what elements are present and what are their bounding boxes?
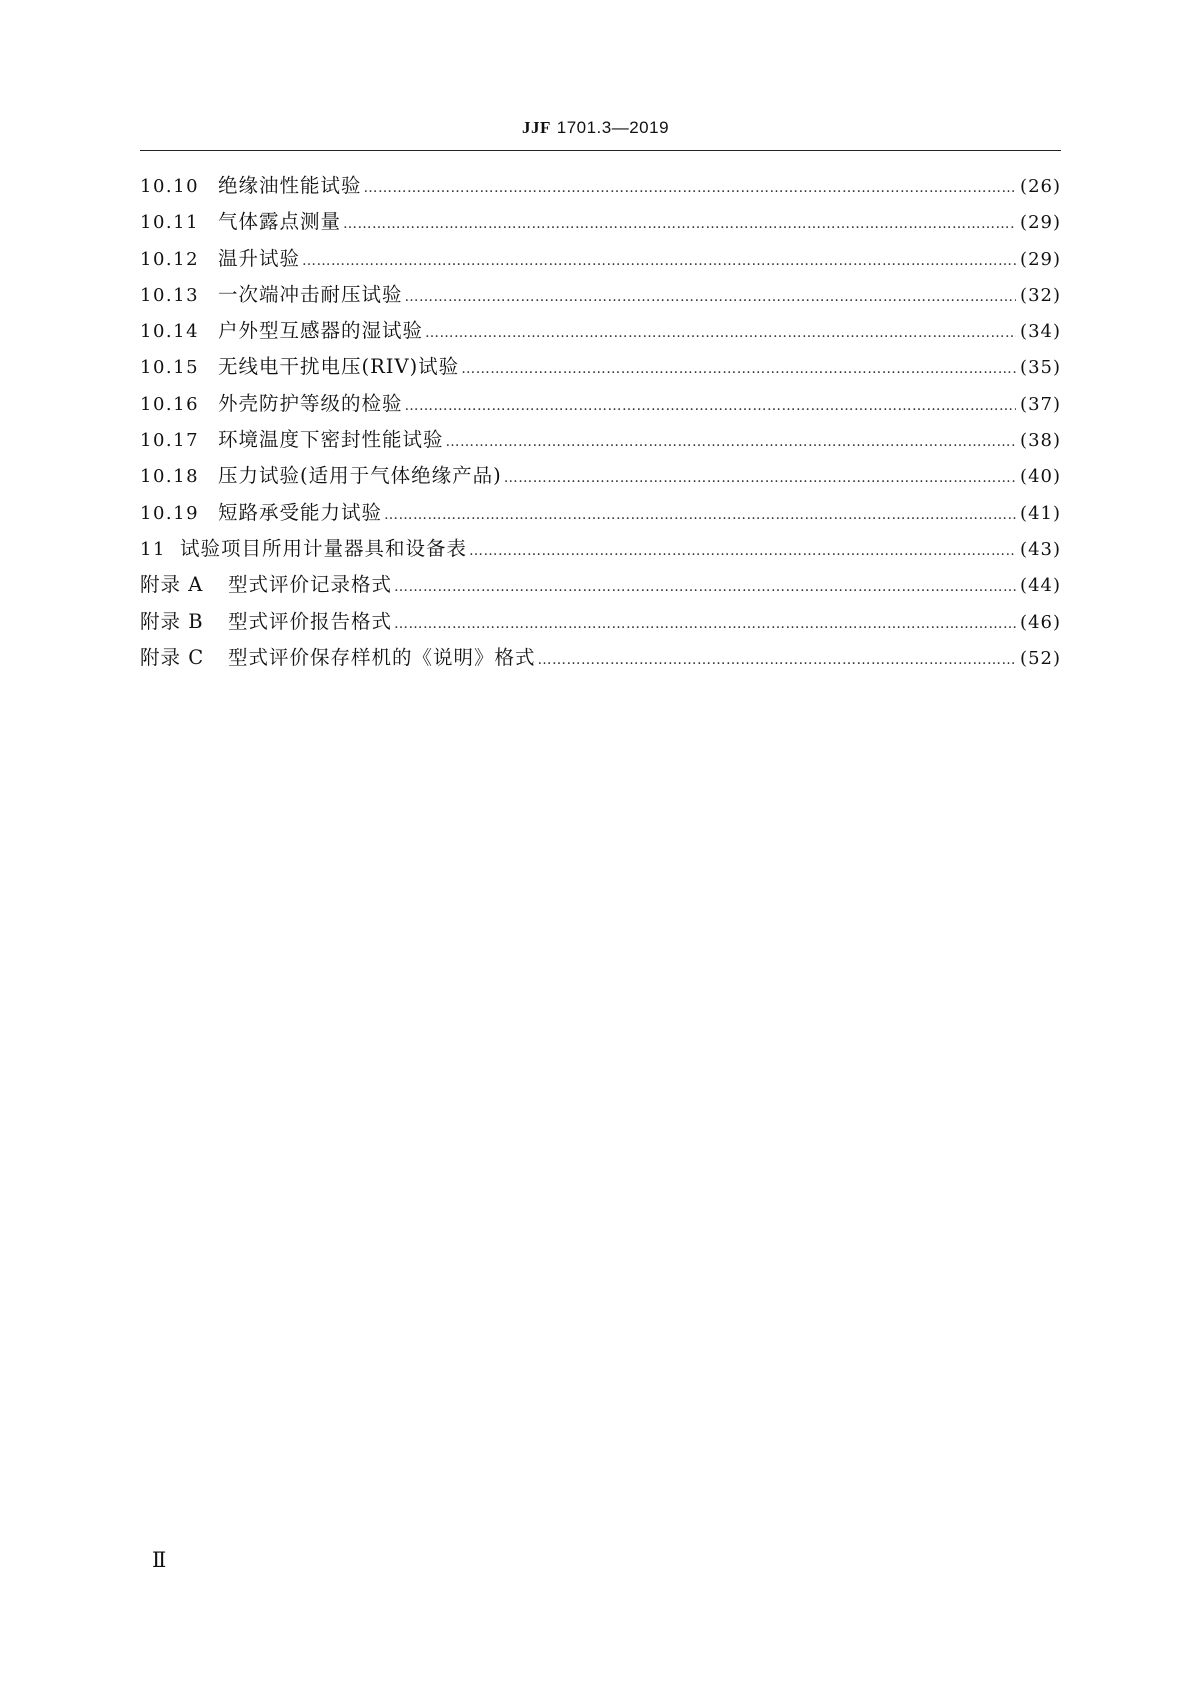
toc-entry[interactable] (140, 424, 1061, 460)
toc-entry-page: (34) (1020, 321, 1061, 343)
toc-entry-page: (40) (1020, 466, 1061, 488)
document-code-prefix: JJF (521, 118, 551, 137)
toc-leader-dots (446, 434, 1017, 450)
toc-entry-page: (44) (1020, 575, 1061, 597)
toc-entry-page: (46) (1020, 611, 1061, 633)
toc-leader-dots (384, 507, 1016, 523)
toc-entry-number: 10.15 (140, 357, 200, 379)
page-number: Ⅱ (152, 1548, 167, 1572)
toc-entry-title: 一次端冲击耐压试验 (218, 282, 403, 306)
toc-entry-number: 10.10 (140, 176, 200, 197)
toc-entry-title: 压力试验(适用于气体绝缘产品) (218, 464, 502, 488)
toc-entry-number: 附录 A (140, 573, 204, 597)
toc-entry-number: 附录 C (140, 645, 205, 669)
toc-entry[interactable] (140, 388, 1061, 424)
toc-entry[interactable] (140, 243, 1061, 279)
toc-entry-title: 绝缘油性能试验 (218, 174, 362, 197)
toc-leader-dots (405, 398, 1017, 414)
toc-entry-title: 型式评价保存样机的《说明》格式 (228, 645, 536, 669)
toc-entry-page: (37) (1020, 393, 1061, 415)
toc-leader-dots (394, 616, 1016, 632)
toc-entry-number: 10.17 (140, 430, 200, 452)
toc-leader-dots (302, 253, 1016, 269)
toc-entry-number: 10.18 (140, 466, 200, 488)
toc-entry[interactable] (140, 279, 1061, 315)
toc-entry-title: 气体露点测量 (218, 210, 342, 234)
toc-entry-page: (32) (1020, 284, 1061, 306)
toc-entry-number: 10.19 (140, 502, 200, 524)
toc-leader-dots (343, 216, 1016, 232)
toc-entry-page: (35) (1020, 357, 1061, 379)
toc-entry-title: 环境温度下密封性能试验 (218, 428, 444, 452)
toc-entry[interactable] (140, 206, 1061, 242)
document-code-number: 1701.3—2019 (556, 118, 670, 137)
toc-entry-page: (29) (1020, 212, 1061, 234)
toc-entry-title: 短路承受能力试验 (218, 500, 383, 524)
toc-entry[interactable] (140, 460, 1061, 496)
toc-entry-number: 10.16 (140, 393, 200, 415)
toc-entry-page: (41) (1020, 502, 1061, 524)
toc-entry-title: 外壳防护等级的检验 (218, 391, 403, 415)
toc-entry-number: 附录 B (140, 609, 204, 633)
toc-entry-page: (29) (1020, 248, 1061, 270)
toc-leader-dots (405, 289, 1017, 305)
toc-leader-dots (425, 325, 1016, 341)
toc-entry[interactable] (140, 569, 1061, 605)
toc-entry-number: 10.13 (140, 284, 200, 306)
toc-entry[interactable] (140, 606, 1061, 642)
toc-leader-dots (538, 652, 1017, 668)
toc-leader-dots (364, 180, 1017, 196)
toc-entry-number: 11 (140, 538, 166, 560)
toc-entry[interactable] (140, 642, 1061, 678)
toc-entry-title: 试验项目所用计量器具和设备表 (180, 536, 468, 560)
header-rule (140, 150, 1061, 151)
toc-leader-dots (394, 579, 1016, 595)
toc-leader-dots (461, 361, 1016, 377)
toc-entry[interactable] (140, 315, 1061, 351)
toc-entry-title: 温升试验 (218, 246, 301, 270)
toc-entry-title: 户外型互感器的湿试验 (218, 319, 424, 343)
document-code-header (0, 118, 1191, 138)
toc-entry[interactable] (140, 170, 1061, 206)
toc-entry-title: 型式评价报告格式 (228, 609, 393, 633)
toc-entry[interactable] (140, 533, 1061, 569)
toc-entry-title: 无线电干扰电压(RIV)试验 (218, 355, 460, 379)
toc-entry[interactable] (140, 351, 1061, 387)
table-of-contents (140, 170, 1061, 678)
toc-entry[interactable] (140, 497, 1061, 533)
toc-entry-title: 型式评价记录格式 (228, 573, 393, 597)
toc-entry-number: 10.11 (140, 212, 200, 234)
toc-leader-dots (469, 543, 1016, 559)
toc-entry-page: (43) (1020, 538, 1061, 560)
toc-entry-number: 10.12 (140, 248, 200, 270)
toc-entry-page: (52) (1020, 647, 1061, 669)
toc-entry-page: (38) (1020, 430, 1061, 452)
toc-entry-number: 10.14 (140, 321, 200, 343)
toc-entry-page: (26) (1020, 176, 1061, 197)
toc-leader-dots (504, 470, 1016, 486)
